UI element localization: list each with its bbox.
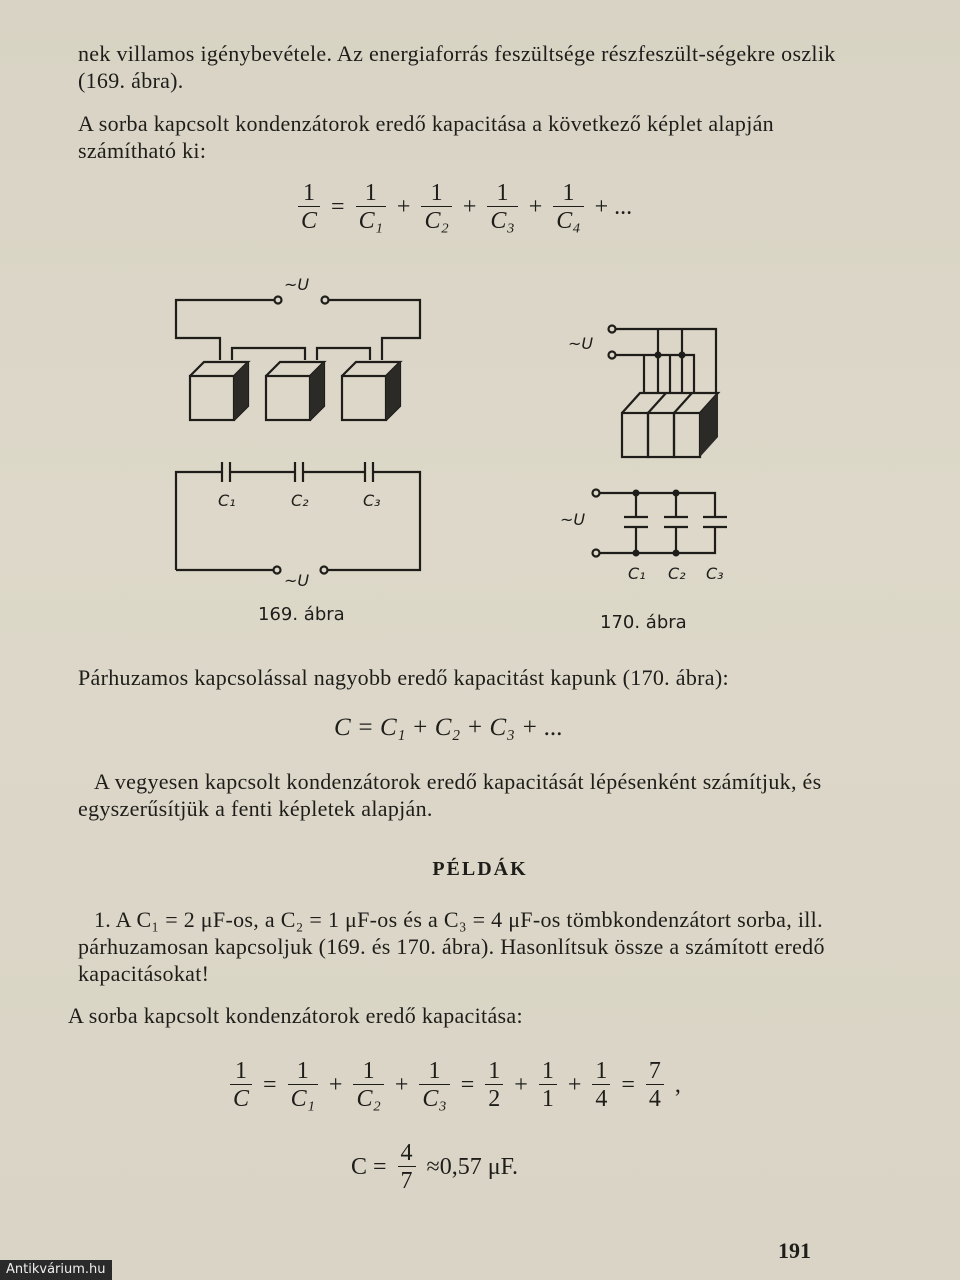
figure-169-diagram	[160, 270, 460, 590]
fig169-label-c3: C₃	[363, 491, 381, 510]
fig170-label-c1: C₁	[628, 564, 646, 583]
fig170-label-c2: C₂	[668, 564, 686, 583]
series-capacitance-formula: $\frac{1}{C}$ = $\frac{1}{\text{C₁}}$ + $\frac{1}{\text{C₂}}$ + $\frac{1}{\text{C₃}}$ + $\frac{1}{\text{C₄}}$ + ...	[296, 180, 635, 235]
block-capacitor-1	[190, 362, 248, 420]
paragraph-1: nek villamos igénybevétele. Az energiaforrás feszültsége részfeszült-ségekre oszlik (169. ábra).	[78, 41, 836, 93]
fig170-bottom-source-label: ~U	[560, 510, 586, 529]
paragraph-2: A sorba kapcsolt kondenzátorok eredő kapacitása a következő képlet alapján számítható ki:	[78, 111, 774, 163]
figure-170-diagram	[560, 315, 780, 595]
watermark-logo: Antikvárium.hu	[0, 1260, 112, 1280]
block-capacitor-2	[266, 362, 324, 420]
example-result-formula: C = $\frac{4}{7}$ ≈0,57 μF.	[351, 1140, 519, 1194]
fig169-label-c1: C₁	[218, 491, 236, 510]
stacked-block-capacitors	[622, 393, 718, 457]
fig169-label-c2: C₂	[291, 491, 309, 510]
figure-170-caption: 170. ábra	[600, 612, 687, 633]
fig170-label-c3: C₃	[706, 564, 724, 583]
section-heading: PÉLDÁK	[432, 858, 528, 880]
paragraph-4: A vegyesen kapcsolt kondenzátorok eredő kapacitását lépésenként számítjuk, és egyszerűsítjük a fenti képletek alapján.	[78, 769, 822, 821]
parallel-capacitance-formula: C = C₁ + C₂ + C₃ + ...	[334, 714, 564, 741]
paragraph-5: 1. A C₁ = 2 μF-os, a C₂ = 1 μF-os és a C₃ = 4 μF-os tömbkondenzátort sorba, ill. párhuzamosan kapcsoljuk (169. és 170. ábra). Hasonlítsuk össze a számított eredő kapacitásokat!	[78, 907, 825, 986]
example-series-formula: $\frac{1}{C}$ = $\frac{1}{\text{C₁}}$ + $\frac{1}{\text{C₂}}$ + $\frac{1}{\text{C₃}}$ = $\frac{1}{2}$ + $\frac{1}{1}$ + $\frac{1}{4}$ = $\frac{7}{4}$ ,	[228, 1058, 684, 1113]
page-number: 191	[778, 1238, 811, 1263]
figure-169-caption: 169. ábra	[258, 604, 345, 625]
paragraph-3: Párhuzamos kapcsolással nagyobb eredő kapacitást kapunk (170. ábra):	[78, 665, 729, 690]
fig169-top-source-label: ~U	[284, 275, 310, 294]
fig169-bottom-source-label: ~U	[284, 571, 310, 590]
fig170-top-source-label: ~U	[568, 334, 594, 353]
block-capacitor-3	[342, 362, 400, 420]
paragraph-6: A sorba kapcsolt kondenzátorok eredő kapacitása:	[68, 1003, 523, 1028]
